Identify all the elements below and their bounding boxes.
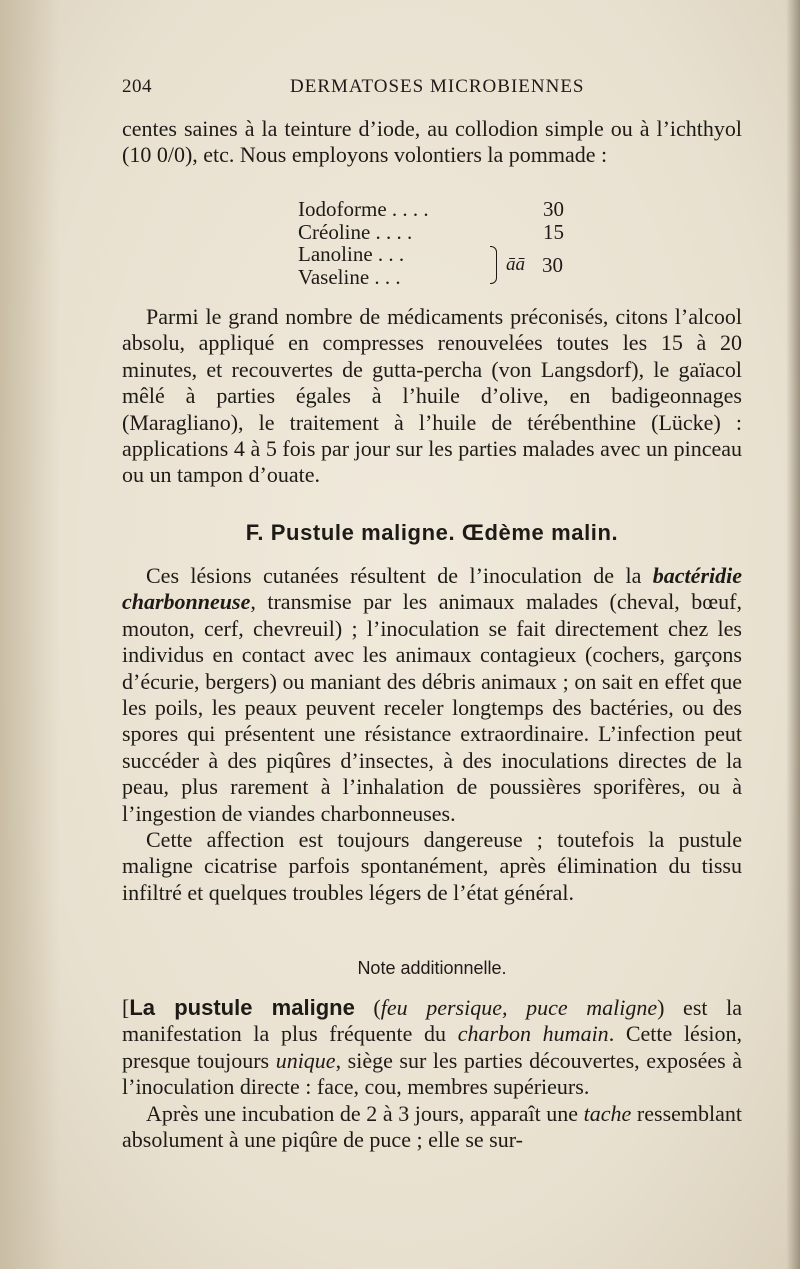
prescription — [298, 198, 598, 288]
page-shadow-left — [0, 0, 60, 1269]
text-run: ressemblant absolument à une piqûre de puce ; elle se sur- — [122, 1100, 742, 1153]
text-run: . Cette lésion, presque toujours — [122, 1021, 742, 1073]
running-title: DERMATOSES MICROBIENNES — [290, 76, 585, 97]
paragraph-6 — [122, 1101, 742, 1154]
paragraph-3-block — [122, 563, 742, 906]
note-heading: Note additionnelle. — [357, 958, 507, 978]
ingredient-quantity: 15 — [543, 219, 564, 244]
prescription-row — [298, 221, 598, 244]
ingredient-name: Vaseline . . . — [298, 264, 401, 289]
paragraph-3 — [122, 563, 742, 827]
text-run: , transmise par les animaux malades (cheval, bœuf, mouton, cerf, chevreuil) ; l’inoculation se fait directement chez les individus en contact avec les animaux contagieux (cochers, garçons d’écurie, bergers) ou maniant des débris animaux ; on sait en effet que les poils, les peaux peuvent receler longtemps des bactéries, ou des spores qui présentent une résistance extraordinaire. L’infection peut succéder à des piqûres d’insectes, à des inoculations directes de la peau, plus rarement à l’inhalation de poussières sporifères, ou à l’ingestion de viandes charbonneuses. — [122, 589, 742, 826]
section-heading: F. Pustule maligne. Œdème malin. — [245, 520, 619, 545]
text-run-italic: tache — [583, 1100, 632, 1126]
text-run-bold: La pustule maligne — [129, 995, 355, 1020]
text-run-italic: feu persique, puce maligne — [380, 995, 658, 1020]
text-run: ) est la manifestation la plus fréquente du — [122, 995, 742, 1047]
text-run-italic: bactéridie charbonneuse — [122, 563, 742, 615]
text-run: , siège sur les parties découvertes, exposées à l’inoculation directe : face, cou, membres supérieurs. — [122, 1047, 742, 1100]
prescription-row — [298, 198, 598, 221]
text-run: Après une incubation de 2 à 3 jours, apparaît une — [146, 1100, 584, 1126]
paragraph-4: Cette affection est toujours dangereuse ; toutefois la pustule maligne cicatrise parfois spontanément, après élimination du tissu infiltré et quelques troubles légers de l’état général. — [122, 827, 742, 905]
text-run-italic: unique — [275, 1047, 336, 1073]
page-number: 204 — [122, 76, 152, 97]
combined-quantity: 30 — [542, 253, 563, 277]
note-block — [122, 995, 742, 1153]
text-run-italic: charbon humain — [457, 1021, 609, 1047]
ingredient-quantity: 30 — [543, 197, 564, 221]
paragraph-5 — [122, 995, 742, 1101]
ana-label: āā — [506, 254, 525, 275]
ingredient-name: Lanoline . . . — [298, 242, 405, 266]
paragraph-2 — [122, 304, 742, 489]
text-run: [ — [122, 995, 130, 1020]
paragraph-1 — [122, 116, 742, 169]
paragraph-2-text: Parmi le grand nombre de médicaments préconisés, citons l’alcool absolu, appliqué en compresses renouvelées toutes les 15 à 20 minutes, et recouvertes de gutta-percha (von Langsdorf), le gaïacol mêlé à parties égales à l’huile d’olive, en badigeonnages (Maragliano), le traitement à l’huile de térébenthine (Lücke) : applications 4 à 5 fois par jour sur les parties malades avec un pinceau ou un tampon d’ouate. — [122, 304, 742, 488]
ingredient-name: Créoline . . . . — [298, 219, 413, 244]
page-shadow-right — [786, 0, 800, 1269]
text-run: ( — [354, 995, 381, 1020]
text-run: Ces lésions cutanées résultent de l’inoculation de la — [146, 563, 653, 588]
paragraph-1-text: centes saines à la teinture d’iode, au collodion simple ou à l’ichthyol (10 0/0), etc. Nous employons volontiers la pommade : — [122, 116, 742, 168]
grouping-brace — [490, 246, 497, 284]
ingredient-name: Iodoforme . . . . — [298, 197, 429, 221]
